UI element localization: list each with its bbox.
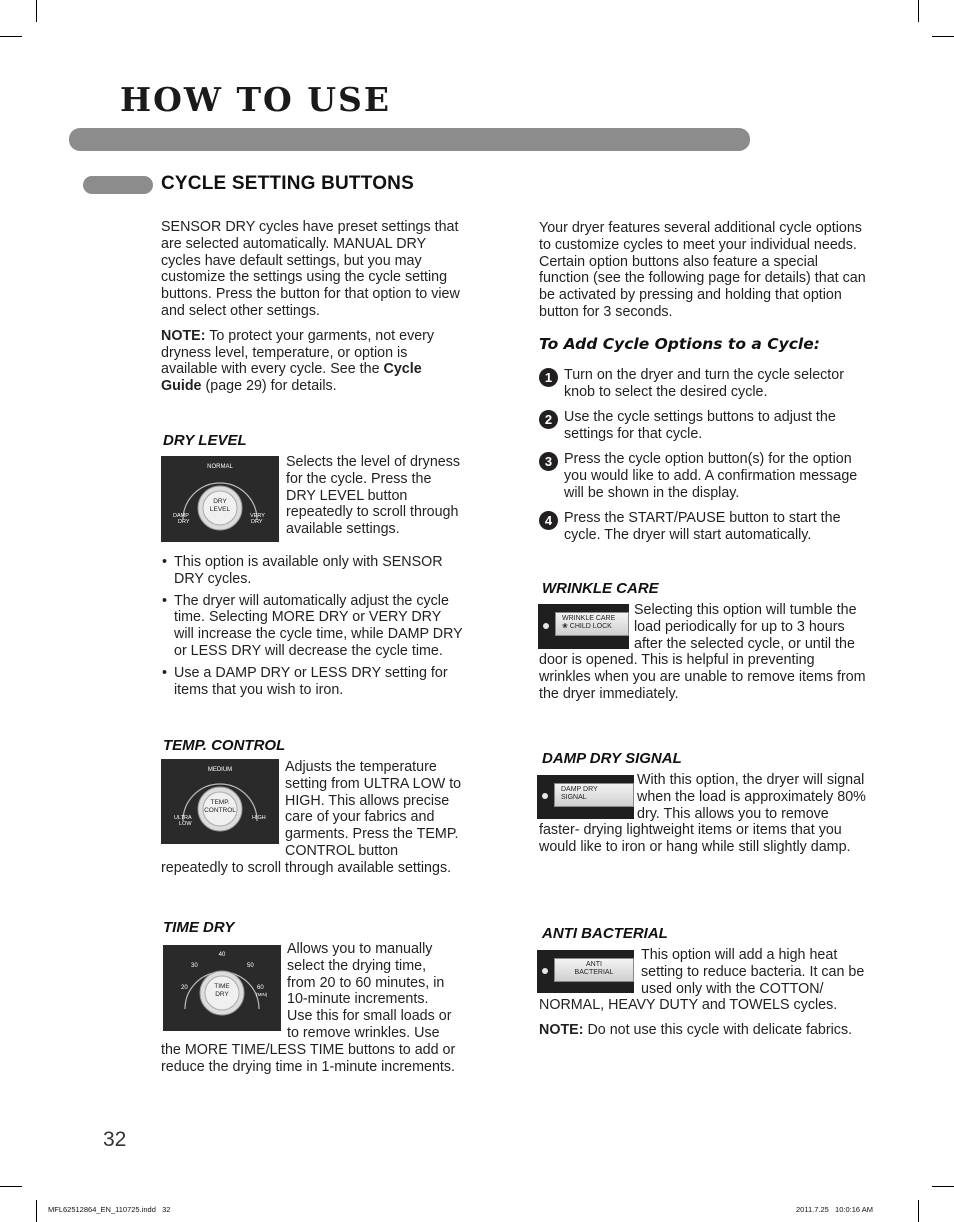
temp-control-text <box>161 759 465 877</box>
note-paragraph <box>161 328 466 395</box>
text-wrap-spacer <box>539 947 641 996</box>
time-dry-heading: TIME DRY <box>163 919 235 936</box>
crop-mark <box>932 36 954 37</box>
step-number: 3 <box>539 452 558 471</box>
dial-center-2: LEVEL <box>209 506 231 513</box>
bullet-item: • The dryer will automatically adjust the cycle time. Selecting MORE DRY or VERY DRY will increase the cycle time, while DAMP DRY or LESS DRY will decrease the cycle time. <box>161 593 463 660</box>
dry-level-text: Selects the level of dryness for the cycle. Press the DRY LEVEL button repeatedly to scroll through available settings. <box>286 454 461 538</box>
button-label-1: DAMP DRY <box>561 786 598 793</box>
dial-left-2: LOW <box>179 821 192 827</box>
note-text: Do not use this cycle with delicate fabrics. <box>583 1022 853 1039</box>
time-dry-text <box>161 941 457 1075</box>
button-label-2: SIGNAL <box>561 794 587 801</box>
step-number: 1 <box>539 368 558 387</box>
button-label-2: ❀ CHILD LOCK <box>562 623 612 630</box>
dial-label-30: 30 <box>191 963 198 969</box>
text-wrap-spacer <box>161 941 287 1037</box>
anti-bacterial-paragraph: This option will add a high heat setting to reduce bacteria. It can be used only with the COTTON/ NORMAL, HEAVY DUTY and TOWELS cycles. <box>539 947 865 1014</box>
page-number: 32 <box>103 1128 127 1151</box>
damp-dry-signal-text <box>539 772 869 856</box>
dial-label-40: 40 <box>218 952 226 958</box>
text-wrap-spacer <box>161 759 285 845</box>
right-intro: Your dryer features several additional cycle options to customize cycles to meet your individual needs. Certain option buttons also feature a special function (see the following page for details) that can be activated by pressing and holding that option button for 3 seconds. <box>539 220 866 320</box>
crop-mark <box>36 1200 37 1222</box>
dial-center-2: DRY <box>215 991 229 998</box>
dial-label-top: MEDIUM <box>207 767 233 773</box>
anti-bacterial-note <box>539 1022 869 1039</box>
dry-level-heading: DRY LEVEL <box>163 432 247 449</box>
dial-left-1: ULTRA <box>174 815 192 821</box>
crop-mark <box>36 0 37 22</box>
dial-label-min: (MIN) <box>256 992 268 997</box>
step-1 <box>539 367 869 401</box>
text-wrap-spacer <box>539 602 634 651</box>
dial-label-60: 60 <box>257 985 264 991</box>
crop-mark <box>932 1186 954 1187</box>
crop-mark <box>918 0 919 22</box>
step-number: 4 <box>539 511 558 530</box>
step-text: Turn on the dryer and turn the cycle selector knob to select the desired cycle. <box>564 367 844 400</box>
title-bar <box>69 128 750 151</box>
anti-bacterial-text <box>539 947 869 1039</box>
dry-level-dial-image <box>161 456 279 542</box>
step-text: Use the cycle settings buttons to adjust the settings for that cycle. <box>564 409 836 442</box>
section-marker <box>83 176 153 194</box>
dry-level-bullets <box>161 554 463 703</box>
text-wrap-spacer <box>539 772 637 822</box>
dial-right-2: DRY <box>251 519 263 525</box>
step-text: Press the cycle option button(s) for the option you would like to add. A confirmation message will be shown in the display. <box>564 451 858 501</box>
dial-center-1: DRY <box>213 498 227 505</box>
step-text: Press the START/PAUSE button to start the cycle. The dryer will start automatically. <box>564 510 841 543</box>
section-title: CYCLE SETTING BUTTONS <box>161 173 414 194</box>
dial-center-1: TIME <box>214 983 230 990</box>
note-text: To protect your garments, not every dryness level, temperature, or option is available with every cycle. See the <box>161 327 435 378</box>
temp-control-heading: TEMP. CONTROL <box>163 737 286 754</box>
dial-label-50: 50 <box>247 963 254 969</box>
dial-left-2: DRY <box>178 519 190 525</box>
footer-timestamp: 2011.7.25 10:0:16 AM <box>796 1205 874 1214</box>
damp-dry-signal-heading: DAMP DRY SIGNAL <box>542 750 682 767</box>
step-4 <box>539 510 869 544</box>
crop-mark <box>0 36 22 37</box>
crop-mark <box>0 1186 22 1187</box>
dial-right-1: VERY <box>250 513 265 519</box>
cycle-guide-ref: Cycle Guide <box>161 361 422 395</box>
crop-mark <box>918 1200 919 1222</box>
intro-paragraph: SENSOR DRY cycles have preset settings that are selected automatically. MANUAL DRY cycles have default settings, but you may customize the settings using the cycle setting buttons. Press the button for that option to view and select other settings. <box>161 219 460 319</box>
note-label: NOTE: <box>161 327 206 344</box>
dial-center-1: TEMP. <box>210 799 230 806</box>
dial-center-2: CONTROL <box>204 807 236 814</box>
time-dry-paragraph: Allows you to manually select the drying time, from 20 to 60 minutes, in 10-minute increments. Use this for small loads or to remove wrinkles. Use the MORE TIME/LESS TIME buttons to add or reduce the drying time in 1-minute increments. <box>161 941 456 1075</box>
step-number: 2 <box>539 410 558 429</box>
damp-dry-signal-paragraph: With this option, the dryer will signal when the load is approximately 80% dry. This allows you to remove faster- drying lightweight items or items that you would like to iron or hang while still slightly damp. <box>539 772 866 856</box>
wrinkle-care-paragraph: Selecting this option will tumble the load periodically for up to 3 hours after the selected cycle, or until the door is opened. This is helpful in preventing wrinkles when you are unable to remove items from the dryer immediately. <box>539 602 866 702</box>
footer-file-info: MFL62512864_EN_110725.indd 32 <box>48 1205 171 1214</box>
step-3 <box>539 451 869 501</box>
anti-bacterial-heading: ANTI BACTERIAL <box>542 925 668 942</box>
step-2 <box>539 409 869 443</box>
note-text-end: (page 29) for details. <box>201 378 337 395</box>
wrinkle-care-text <box>539 602 869 703</box>
dial-label-top: NORMAL <box>207 464 233 470</box>
page-title: HOW TO USE <box>120 80 392 119</box>
temp-control-paragraph: Adjusts the temperature setting from ULTRA LOW to HIGH. This allows precise care of your fabrics and garments. Press the TEMP. CONTROL button repeatedly to scroll through available settings. <box>161 759 462 876</box>
dial-label-20: 20 <box>181 985 188 991</box>
button-label-2: BACTERIAL <box>574 969 614 976</box>
bullet-item: • Use a DAMP DRY or LESS DRY setting for items that you wish to iron. <box>161 665 463 699</box>
add-options-heading: To Add Cycle Options to a Cycle: <box>539 335 820 353</box>
button-label-1: ANTI <box>586 961 602 968</box>
intro-text <box>161 219 466 395</box>
bullet-item: • This option is available only with SENSOR DRY cycles. <box>161 554 463 588</box>
dial-right: HIGH <box>252 815 266 821</box>
wrinkle-care-heading: WRINKLE CARE <box>542 580 659 597</box>
dial-left-1: DAMP <box>173 513 189 519</box>
button-label-1: WRINKLE CARE <box>562 615 616 622</box>
note-label: NOTE: <box>539 1022 584 1039</box>
